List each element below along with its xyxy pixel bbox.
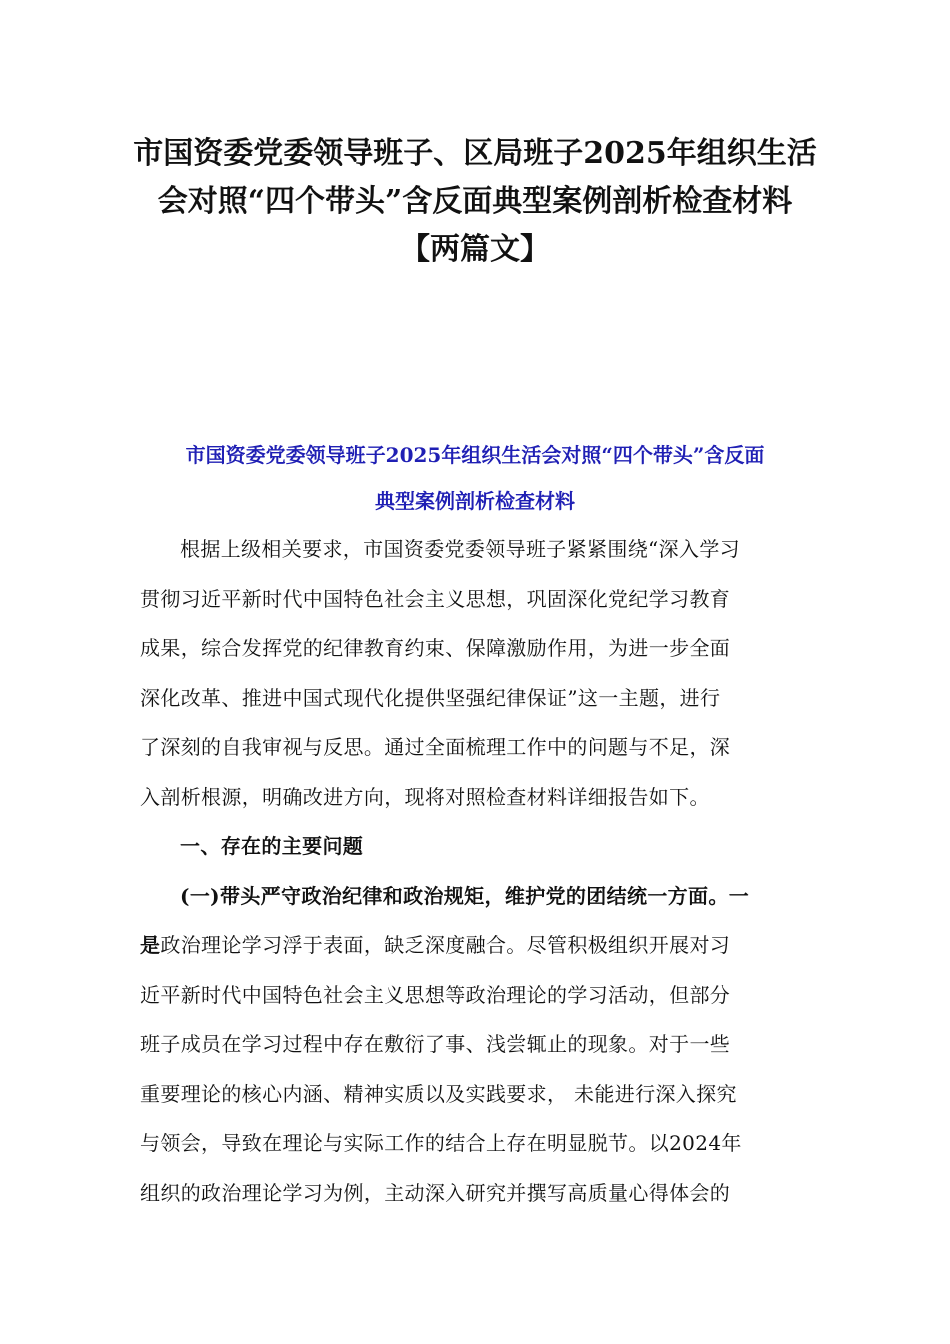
document-title-line: 会对照“四个带头”含反面典型案例剖析检查材料 [157, 184, 793, 219]
intro-paragraph-line: 根据上级相关要求，市国资委党委领导班子紧紧围绕“深入学习 [180, 537, 741, 561]
section-title [120, 432, 830, 524]
heading-main-problems: 一、存在的主要问题 [180, 834, 364, 858]
paragraph-line: 班子成员在学习过程中存在敷衍了事、浅尝辄止的现象。对于一些 [140, 1032, 731, 1056]
paragraph-line: 近平新时代中国特色社会主义思想等政治理论的学习活动，但部分 [140, 982, 731, 1007]
section-title-line: 典型案例剖析检查材料 [375, 489, 575, 513]
intro-paragraph-line: 入剖析根源，明确改进方向，现将对照检查材料详细报告如下。 [140, 784, 710, 809]
intro-paragraph-line: 深化改革、推进中国式现代化提供坚强纪律保证”这一主题，进行 [140, 685, 721, 710]
intro-paragraph-line: 成果，综合发挥党的纪律教育约束、保障激励作用，为进一步全面 [140, 636, 731, 660]
paragraph-lead-bold: 是 [140, 933, 161, 957]
document-title [120, 130, 830, 274]
document-title-line: 【两篇文】 [400, 232, 550, 267]
paragraph-line [140, 921, 820, 971]
subheading-political-discipline: (一)带头严守政治纪律和政治规矩，维护党的团结统一方面。一 [180, 883, 750, 908]
paragraph-line: 组织的政治理论学习为例，主动深入研究并撰写高质量心得体会的 [140, 1180, 731, 1205]
section-title-line: 市国资委党委领导班子2025年组织生活会对照“四个带头”含反面 [185, 443, 765, 467]
intro-paragraph-line: 了深刻的自我审视与反思。通过全面梳理工作中的问题与不足，深 [140, 735, 731, 759]
paragraph-line: 与领会，导致在理论与实际工作的结合上存在明显脱节。以2024年 [140, 1131, 742, 1155]
document-body [140, 525, 820, 1218]
paragraph-first-text: 政治理论学习浮于表面，缺乏深度融合。尽管积极组织开展对习 [160, 933, 731, 957]
paragraph-line: 重要理论的核心内涵、精神实质以及实践要求， 未能进行深入探究 [140, 1081, 737, 1106]
document-title-line: 市国资委党委领导班子、区局班子2025年组织生活 [133, 136, 817, 171]
intro-paragraph-line: 贯彻习近平新时代中国特色社会主义思想，巩固深化党纪学习教育 [140, 586, 731, 611]
